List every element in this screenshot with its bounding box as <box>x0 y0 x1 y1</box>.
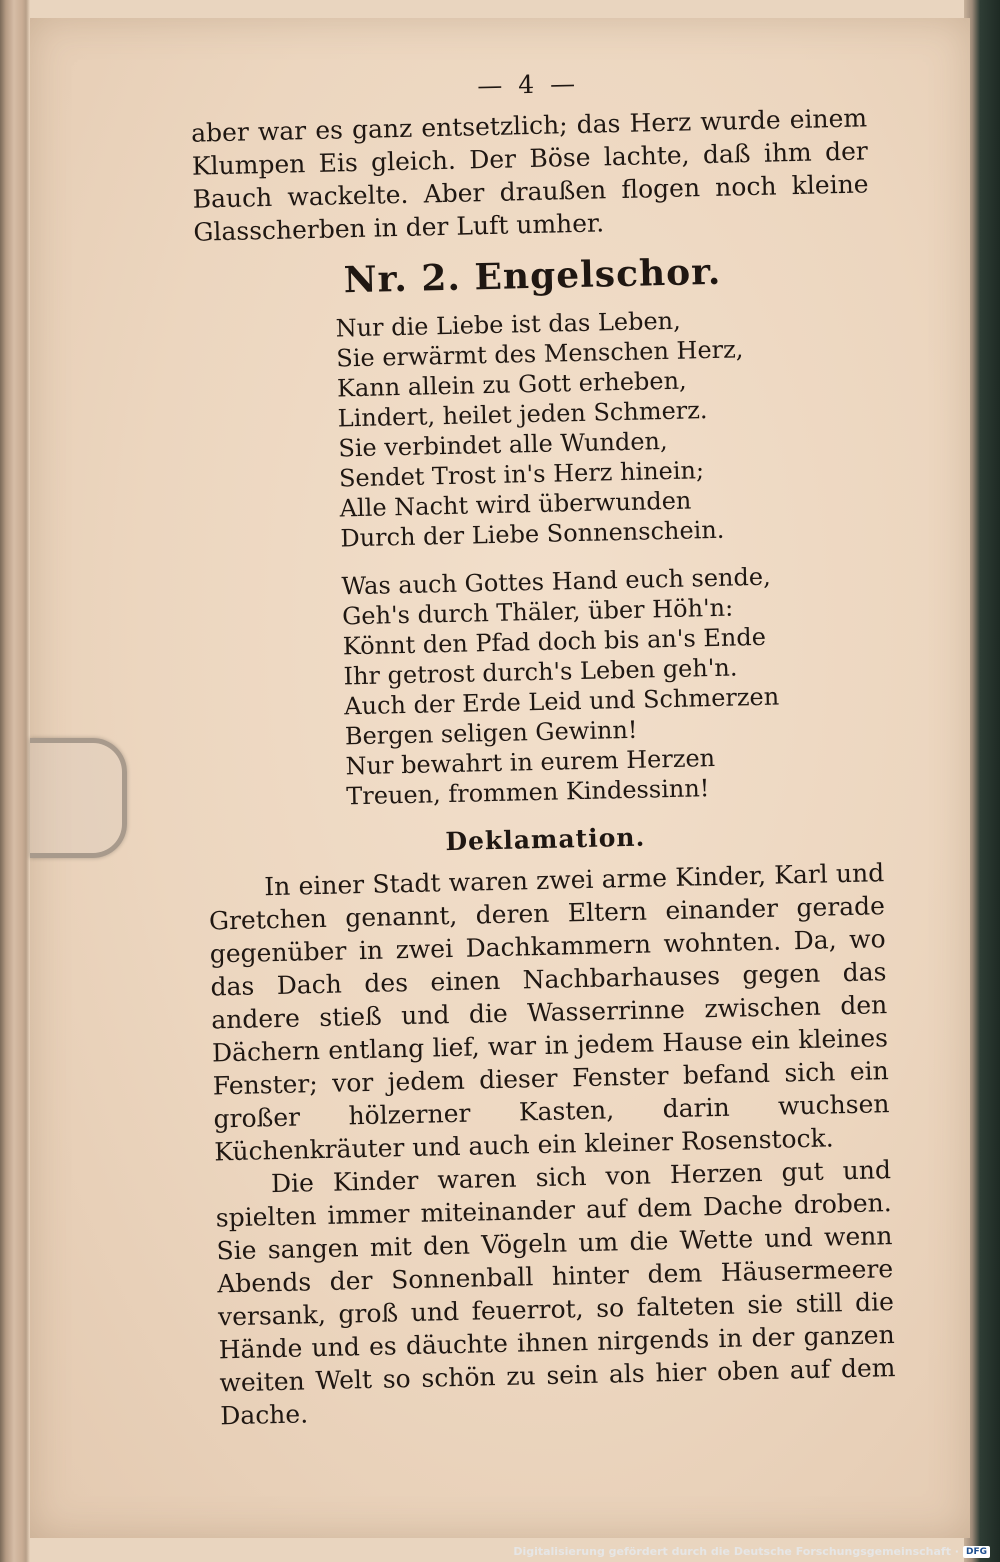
poem-title: Nr. 2. Engelschor. <box>343 250 722 302</box>
poem-line: Sendet Trost in's Herz hinein; <box>338 456 705 493</box>
credit-text: Digitalisierung gefördert durch die Deutsche Forschungsgemeinschaft · <box>513 1545 959 1558</box>
poem-line: Geh's durch Thäler, über Höh'n: <box>341 593 734 631</box>
poem-line: Sie erwärmt des Menschen Herz, <box>336 335 744 373</box>
intro-text <box>191 101 870 248</box>
paper-clip <box>30 738 127 858</box>
poem-line: Nur bewahrt in eurem Herzen <box>345 744 716 781</box>
poem-line: Kann allein zu Gott erheben, <box>336 366 687 403</box>
poem-line: Auch der Erde Leid und Schmerzen <box>343 682 780 721</box>
poem-line: Was auch Gottes Hand euch sende, <box>341 562 771 601</box>
poem-line: Alle Nacht wird überwunden <box>339 486 692 523</box>
declamation-paragraph-2: Die Kinder waren sich von Herzen gut und spielten immer miteinander auf dem Dache droben. Sie sangen mit den Vögeln um die Wette und wenn Abends der Sonnenball hinter dem Häusermeere versank, groß und feuerrot, so falteten sie still die Hände und es däuchte ihnen nirgends in der ganzen weiten Welt so schön zu sein als hier oben auf dem Dache. <box>215 1155 896 1431</box>
digitization-credit <box>513 1545 990 1558</box>
poem-stanza-2 <box>341 559 882 811</box>
declamation-text <box>208 856 897 1432</box>
intro-paragraph: aber war es ganz entsetzlich; das Herz wurde einem Klumpen Eis gleich. Der Böse lachte, daß ihm der Bauch wackelte. Aber draußen flogen noch kleine Glasscherben in der Luft umher. <box>190 103 869 247</box>
poem-line: Durch der Liebe Sonnenschein. <box>340 515 725 553</box>
dfg-logo: DFG <box>963 1546 990 1558</box>
declamation-title: Deklamation. <box>445 822 646 857</box>
declamation-paragraph-1: In einer Stadt waren zwei arme Kinder, Karl und Gretchen genannt, deren Eltern einander gerade gegenüber in zwei Dachkammern wohnten. Da, wo das Dach des einen Nachbarhauses gegen das andere stieß und die Wasserrinne zwischen den Dächern entlang lief, war in jedem Hause ein kleines Fenster; vor jedem dieser Fenster befand sich ein großer hölzerner Kasten, darin wuchsen Küchenkräuter und auch ein kleiner Rosenstock. <box>208 858 890 1167</box>
poem-line: Ihr getrost durch's Leben geh'n. <box>343 653 738 691</box>
poem-line: Nur die Liebe ist das Leben, <box>335 306 682 343</box>
poem-line: Bergen seligen Gewinn! <box>344 715 638 751</box>
poem-line: Lindert, heilet jeden Schmerz. <box>337 396 708 433</box>
poem-line: Könnt den Pfad doch bis an's Ende <box>342 622 767 661</box>
page-number: — 4 — <box>476 68 580 101</box>
page-text <box>190 62 897 1432</box>
poem-stanza-1 <box>335 301 876 553</box>
poem-line: Treuen, frommen Kindessinn! <box>345 774 710 811</box>
poem-line: Sie verbindet alle Wunden, <box>338 426 668 463</box>
